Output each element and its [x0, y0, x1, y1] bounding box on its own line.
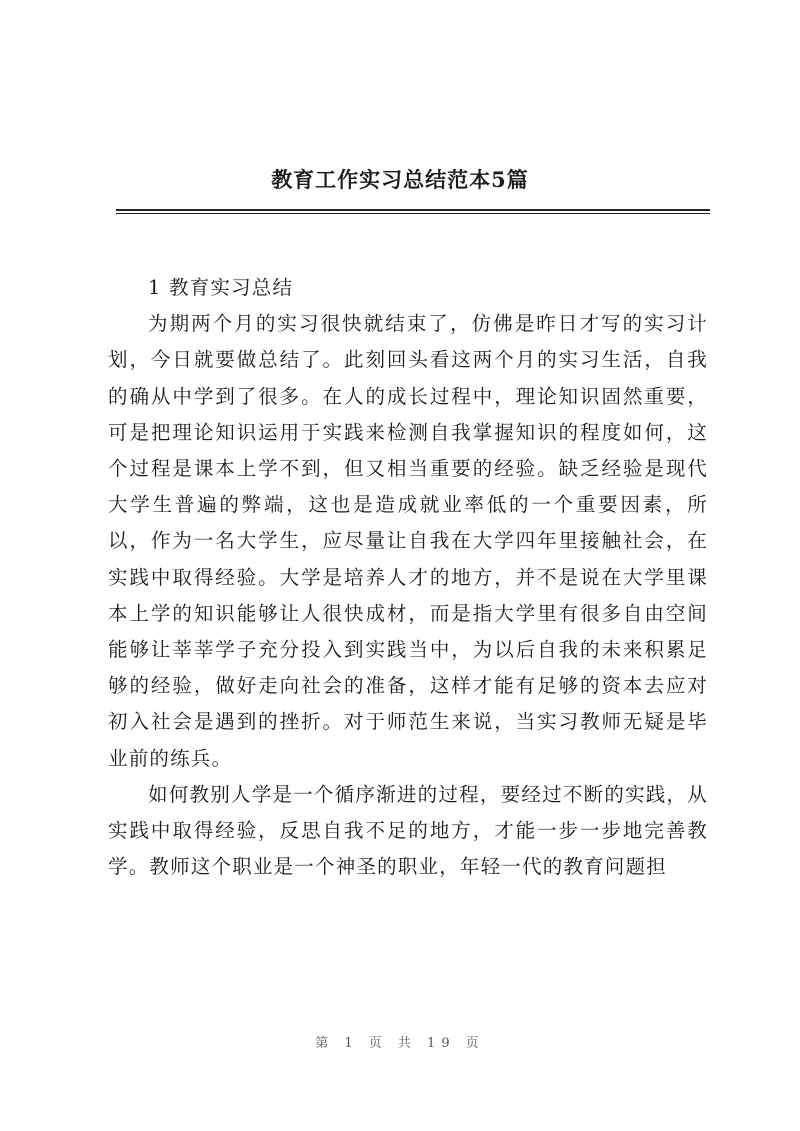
page-number-footer: 第 1 页 共 19 页 [315, 1036, 485, 1051]
body-paragraph-1: 为期两个月的实习很快就结束了，仿佛是昨日才写的实习计划，今日就要做总结了。此刻回头看这两个月的实习生活，自我的确从中学到了很多。在人的成长过程中，理论知识固然重要，可是把理论知识运用于实践来检测自我掌握知识的程度如何，这个过程是课本上学不到，但又相当重要的经验。缺乏经验是现代大学生普遍的弊端，这也是造成就业率低的一个重要因素，所以，作为一名大学生，应尽量让自我在大学四年里接触社会，在实践中取得经验。大学是培养人才的地方，并不是说在大学里课本上学的知识能够让人很快成材，而是指大学里有很多自由空间能够让莘莘学子充分投入到实践当中，为以后自我的未来积累足够的经验，做好走向社会的准备，这样才能有足够的资本去应对初入社会是遇到的挫折。对于师范生来说，当实习教师无疑是毕业前的练兵。 [108, 312, 708, 770]
title-divider [116, 209, 710, 214]
document-title: 教育工作实习总结范本5篇 [271, 167, 529, 192]
body-paragraph-2: 如何教别人学是一个循序渐进的过程，要经过不断的实践，从实践中取得经验，反思自我不足的地方，才能一步一步地完善教学。教师这个职业是一个神圣的职业，年轻一代的教育问题担 [108, 782, 708, 879]
section-heading: 1 教育实习总结 [148, 276, 294, 299]
document-body [108, 270, 708, 885]
